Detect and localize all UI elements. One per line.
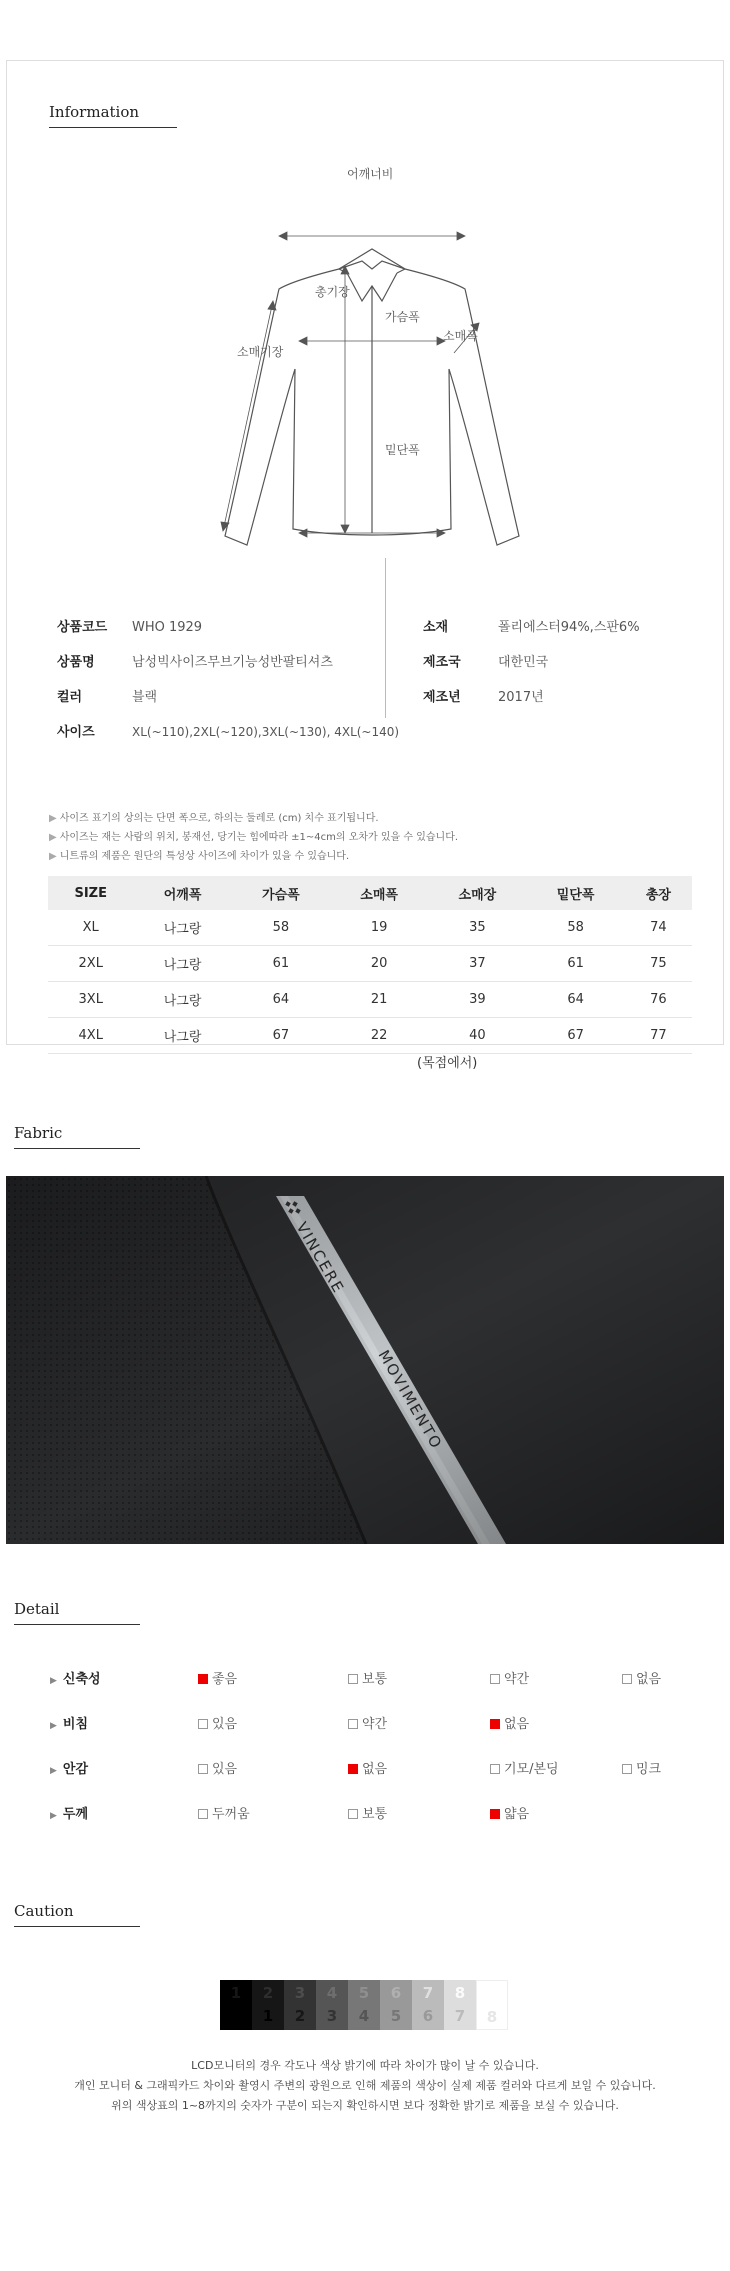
option-checkbox[interactable]: 없음 bbox=[490, 1713, 529, 1732]
checkbox-icon bbox=[348, 1674, 358, 1684]
option-checkbox[interactable]: 기모/본딩 bbox=[490, 1758, 559, 1777]
label-shoulder: 어깨너비 bbox=[347, 167, 394, 181]
spec-value: 대한민국 bbox=[498, 655, 549, 670]
table-cell: 67 bbox=[527, 1018, 625, 1054]
swatch: 4 3 bbox=[316, 1980, 348, 2030]
shirt-measurement-diagram bbox=[207, 211, 537, 556]
triangle-icon: ▶ bbox=[49, 813, 57, 824]
spec-divider bbox=[385, 558, 386, 718]
table-row bbox=[48, 1018, 692, 1054]
table-cell: 22 bbox=[330, 1018, 428, 1054]
spec-row bbox=[57, 616, 202, 635]
option-checkbox[interactable]: 약간 bbox=[490, 1668, 529, 1687]
detail-row-thickness bbox=[0, 1803, 730, 1825]
swatch: 6 5 bbox=[380, 1980, 412, 2030]
table-cell: 77 bbox=[625, 1018, 692, 1054]
triangle-icon: ▶ bbox=[50, 1811, 57, 1821]
detail-row-elasticity bbox=[0, 1668, 730, 1690]
fabric-title: Fabric bbox=[14, 1124, 62, 1142]
table-cell: 40 bbox=[428, 1018, 526, 1054]
option-checkbox[interactable]: 좋음 bbox=[198, 1668, 237, 1687]
swatch: 1 bbox=[220, 1980, 252, 2030]
table-cell: 3XL bbox=[48, 982, 133, 1018]
table-cell: 19 bbox=[330, 910, 428, 946]
table-row bbox=[48, 910, 692, 946]
table-cell: 74 bbox=[625, 910, 692, 946]
note-item: ▶ 사이즈 표기의 상의는 단면 폭으로, 하의는 둘레로 (cm) 치수 표기됩니다. bbox=[49, 813, 379, 824]
label-length: 총기장 bbox=[315, 285, 350, 299]
spec-key: 상품명 bbox=[57, 655, 95, 670]
detail-key: 안감 bbox=[62, 1762, 89, 1777]
size-notes bbox=[49, 809, 458, 866]
checkbox-icon bbox=[348, 1809, 358, 1819]
header-cell: 소매장 bbox=[428, 876, 526, 910]
detail-row-lining bbox=[0, 1758, 730, 1780]
table-cell: 나그랑 bbox=[133, 1018, 231, 1054]
spec-value: WHO 1929 bbox=[132, 620, 203, 635]
header-cell: 총장 bbox=[625, 876, 692, 910]
option-checkbox[interactable]: 없음 bbox=[348, 1758, 387, 1777]
spec-key: 컬러 bbox=[57, 690, 83, 705]
information-title: Information bbox=[49, 103, 139, 121]
caution-text bbox=[0, 2056, 730, 2116]
table-cell: 58 bbox=[232, 910, 330, 946]
swatch: 7 6 bbox=[412, 1980, 444, 2030]
header-cell: SIZE bbox=[48, 876, 133, 910]
swatch: 2 1 bbox=[252, 1980, 284, 2030]
table-cell: 20 bbox=[330, 946, 428, 982]
detail-title: Detail bbox=[14, 1600, 59, 1618]
table-cell: 2XL bbox=[48, 946, 133, 982]
triangle-icon: ▶ bbox=[49, 832, 57, 843]
detail-key: 비침 bbox=[62, 1717, 89, 1732]
table-cell: 64 bbox=[232, 982, 330, 1018]
label-sleeve-width: 소매폭 bbox=[443, 329, 478, 343]
detail-row-sheerness bbox=[0, 1713, 730, 1735]
table-cell: 39 bbox=[428, 982, 526, 1018]
store-note: (목점에서) bbox=[417, 1056, 478, 1071]
spec-row bbox=[423, 686, 544, 705]
checkbox-icon bbox=[622, 1764, 632, 1774]
swatch: 5 4 bbox=[348, 1980, 380, 2030]
checkbox-checked-icon bbox=[490, 1809, 500, 1819]
option-checkbox[interactable]: 두꺼움 bbox=[198, 1803, 250, 1822]
checkbox-icon bbox=[198, 1764, 208, 1774]
triangle-icon: ▶ bbox=[50, 1676, 57, 1686]
header-cell: 어깨폭 bbox=[133, 876, 231, 910]
spec-value: 남성빅사이즈무브기능성반팔티셔츠 bbox=[132, 655, 333, 670]
spec-value: 폴리에스터94%,스판6% bbox=[498, 620, 640, 635]
table-cell: 나그랑 bbox=[133, 982, 231, 1018]
spec-key: 사이즈 bbox=[57, 725, 95, 740]
table-cell: 나그랑 bbox=[133, 910, 231, 946]
caution-line: LCD모니터의 경우 각도나 색상 밝기에 따라 차이가 많이 날 수 있습니다. bbox=[191, 2059, 539, 2072]
size-table bbox=[48, 876, 692, 1054]
spec-value: 2017년 bbox=[498, 690, 544, 705]
spec-value: XL(~110),2XL(~120),3XL(~130), 4XL(~140) bbox=[132, 725, 400, 739]
detail-key: 신축성 bbox=[62, 1672, 101, 1687]
spec-key: 제조년 bbox=[423, 690, 461, 705]
table-cell: 58 bbox=[527, 910, 625, 946]
triangle-icon: ▶ bbox=[50, 1721, 57, 1731]
table-cell: 67 bbox=[232, 1018, 330, 1054]
option-checkbox[interactable]: 얇음 bbox=[490, 1803, 529, 1822]
information-panel bbox=[6, 60, 724, 1071]
option-checkbox[interactable]: 보통 bbox=[348, 1803, 387, 1822]
note-item: ▶ 니트류의 제품은 원단의 특성상 사이즈에 차이가 있을 수 있습니다. bbox=[49, 851, 350, 862]
table-cell: 37 bbox=[428, 946, 526, 982]
checkbox-checked-icon bbox=[348, 1764, 358, 1774]
note-item: ▶ 사이즈는 재는 사람의 위치, 봉재선, 당기는 힘에따라 ±1~4cm의 오차가 있을 수 있습니다. bbox=[49, 832, 459, 843]
size-table-header bbox=[48, 876, 692, 910]
spec-row bbox=[57, 721, 399, 740]
checkbox-icon bbox=[198, 1809, 208, 1819]
spec-row bbox=[423, 651, 548, 670]
detail-key: 두께 bbox=[62, 1807, 89, 1822]
triangle-icon: ▶ bbox=[49, 851, 57, 862]
label-hem: 밑단폭 bbox=[385, 443, 420, 457]
table-cell: XL bbox=[48, 910, 133, 946]
table-cell: 61 bbox=[527, 946, 625, 982]
spec-key: 상품코드 bbox=[57, 620, 108, 635]
checkbox-checked-icon bbox=[490, 1719, 500, 1729]
table-cell: 76 bbox=[625, 982, 692, 1018]
fabric-closeup-image bbox=[6, 1176, 724, 1544]
triangle-icon: ▶ bbox=[50, 1766, 57, 1776]
spec-value: 블랙 bbox=[132, 690, 158, 705]
option-checkbox[interactable]: 밍크 bbox=[622, 1758, 661, 1777]
header-cell: 소매폭 bbox=[330, 876, 428, 910]
caution-line: 위의 색상표의 1~8까지의 숫자가 구분이 되는지 확인하시면 보다 정확한 밝기로 제품을 보실 수 있습니다. bbox=[111, 2099, 619, 2112]
option-checkbox[interactable]: 없음 bbox=[622, 1668, 661, 1687]
spec-row bbox=[57, 651, 333, 670]
table-cell: 64 bbox=[527, 982, 625, 1018]
swatch: 8 bbox=[476, 1980, 508, 2030]
brightness-swatch-chart bbox=[220, 1980, 508, 2030]
label-sleeve-length: 소매기장 bbox=[237, 345, 284, 359]
option-checkbox[interactable]: 있음 bbox=[198, 1713, 237, 1732]
table-cell: 4XL bbox=[48, 1018, 133, 1054]
option-checkbox[interactable]: 보통 bbox=[348, 1668, 387, 1687]
swatch: 3 2 bbox=[284, 1980, 316, 2030]
table-cell: 75 bbox=[625, 946, 692, 982]
checkbox-icon bbox=[198, 1719, 208, 1729]
checkbox-icon bbox=[490, 1764, 500, 1774]
header-cell: 밑단폭 bbox=[527, 876, 625, 910]
table-row bbox=[48, 946, 692, 982]
spec-key: 제조국 bbox=[423, 655, 461, 670]
checkbox-icon bbox=[490, 1674, 500, 1684]
caution-line: 개인 모니터 & 그래픽카드 차이와 촬영시 주변의 광원으로 인해 제품의 색상이 실제 제품 컬러와 다르게 보일 수 있습니다. bbox=[74, 2079, 656, 2092]
label-chest: 가슴폭 bbox=[385, 310, 420, 324]
checkbox-icon bbox=[348, 1719, 358, 1729]
spec-row bbox=[57, 686, 157, 705]
checkbox-checked-icon bbox=[198, 1674, 208, 1684]
table-cell: 35 bbox=[428, 910, 526, 946]
option-checkbox[interactable]: 있음 bbox=[198, 1758, 237, 1777]
spec-key: 소재 bbox=[423, 620, 449, 635]
header-cell: 가슴폭 bbox=[232, 876, 330, 910]
caution-title: Caution bbox=[14, 1902, 74, 1920]
table-cell: 61 bbox=[232, 946, 330, 982]
table-cell: 21 bbox=[330, 982, 428, 1018]
option-checkbox[interactable]: 약간 bbox=[348, 1713, 387, 1732]
table-row bbox=[48, 982, 692, 1018]
swatch: 8 7 bbox=[444, 1980, 476, 2030]
spec-row bbox=[423, 616, 640, 635]
table-cell: 나그랑 bbox=[133, 946, 231, 982]
checkbox-icon bbox=[622, 1674, 632, 1684]
